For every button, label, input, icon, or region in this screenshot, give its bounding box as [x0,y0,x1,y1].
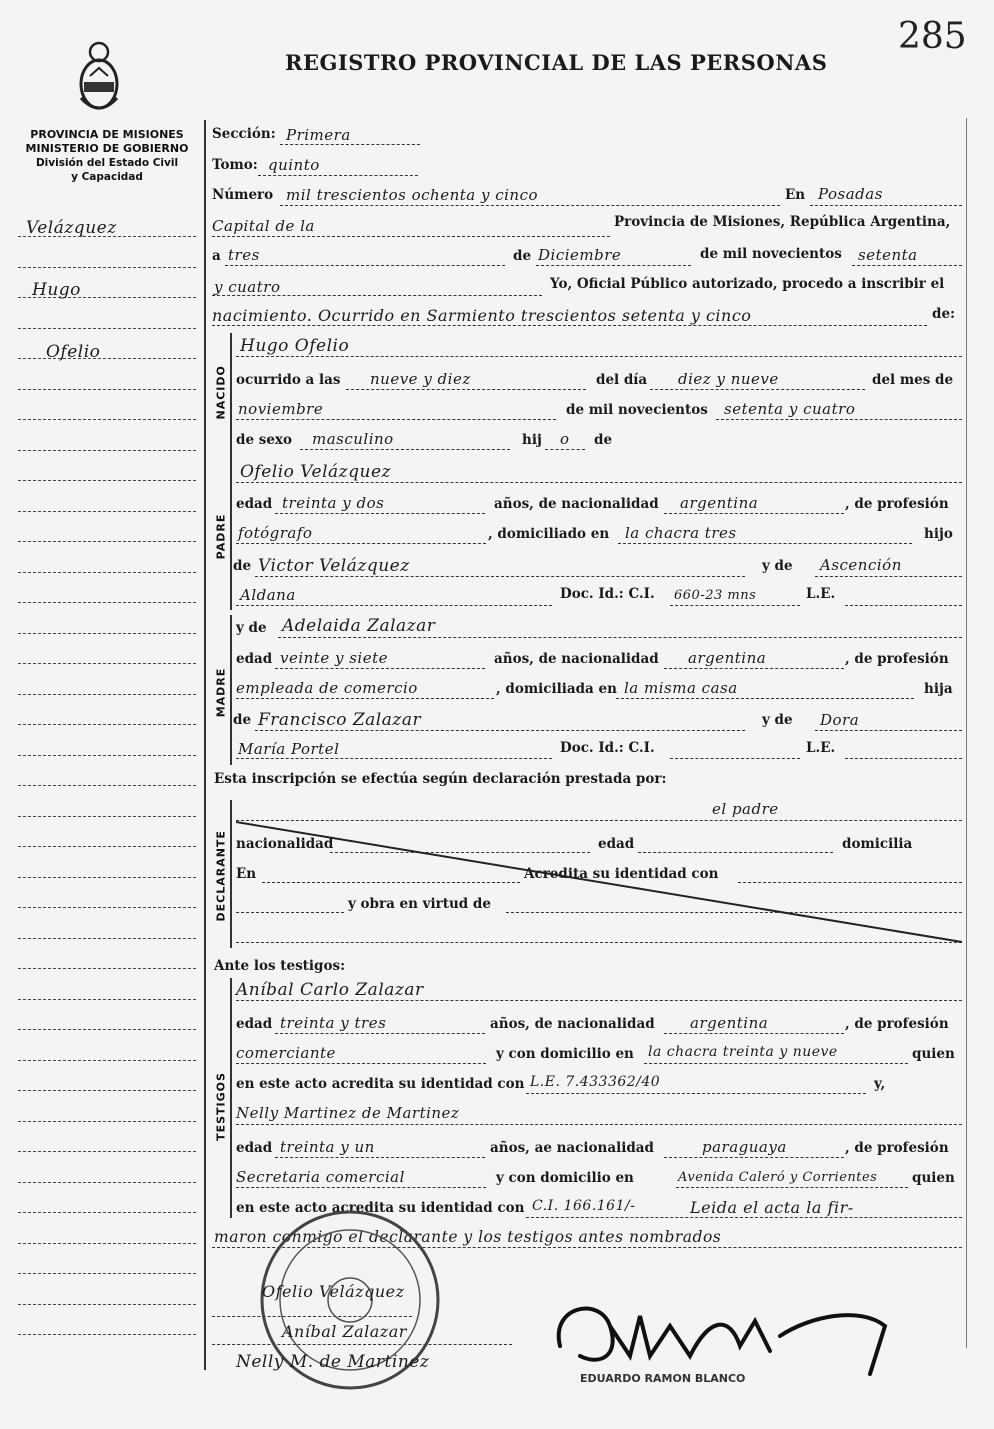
margin-line [18,1090,196,1091]
padre-section-label: PADRE [214,513,228,560]
profesion-label: , de profesión [845,651,949,667]
testigo2-domicilio-value: Avenida Caleró y Corrientes [678,1170,878,1185]
edad-label: edad [236,496,273,512]
del-dia-label: del día [596,372,648,388]
margin-line [18,968,196,969]
padre-dom-line [618,543,912,544]
testigo2-doc-value: C.I. 166.161/- [532,1198,636,1214]
madre-edad-value: veinte y siete [280,649,389,667]
tomo-value: quinto [268,156,320,174]
edad-label: edad [236,1140,273,1156]
padre-nombre-value: Ofelio Velázquez [240,462,391,482]
margin-line [18,1334,196,1335]
margin-line [18,1151,196,1152]
anos-nacionalidad-label: años, ae nacionalidad [490,1140,654,1156]
padre-nac-line [664,513,844,514]
t1-edad-line [275,1033,485,1034]
nacido-mes-line [236,419,556,420]
margin-name: Ofelio [46,342,101,362]
ocurrido-label: ocurrido a las [236,372,341,388]
madre-nacionalidad-value: argentina [688,649,767,667]
margin-line [18,572,196,573]
hij-line [545,449,585,450]
nacido-anio-value: setenta y cuatro [724,400,856,418]
padre-nombre-line [236,482,962,483]
y-de-label: y de [762,712,793,728]
page-number: 285 [898,16,967,57]
madre-edad-line [275,668,485,669]
en-value: Posadas [818,185,883,203]
margin-line [18,328,196,329]
padre-madre-apellido-value: Aldana [240,586,296,604]
padre-edad-line [275,513,485,514]
nacido-nombre-value: Hugo Ofelio [240,336,350,356]
testigo1-domicilio-value: la chacra treinta y nueve [648,1044,838,1060]
nacido-dia-line [650,389,865,390]
padre-padre-line [255,576,745,577]
padre-le-line [845,605,962,606]
padre-ci-value: 660-23 mns [674,588,757,603]
hij-label: hij [522,432,542,448]
padre-padre-value: Victor Velázquez [258,556,410,576]
madre-madre-apellido-value: María Portel [238,740,340,758]
de-mil-novecientos-label: de mil novecientos [700,246,842,262]
testigo2-profesion-value: Secretaria comercial [236,1168,405,1186]
anos-nacionalidad-label: años, de nacionalidad [494,496,659,512]
official-signature-icon [540,1286,900,1376]
madre-dom-line [616,698,914,699]
margin-line [18,389,196,390]
dia-value: tres [228,246,260,264]
t1-nombre-line [236,1000,962,1001]
declaracion-label: Esta inscripción se efectúa según declaración prestada por: [214,771,667,787]
tomo-label: Tomo: [212,157,258,173]
t2-nac-line [664,1157,844,1158]
madre-ci-line [670,758,800,759]
t2-edad-line [275,1157,485,1158]
ante-testigos-label: Ante los testigos: [214,958,346,974]
le-label: L.E. [806,740,836,756]
mes-value: Diciembre [538,246,622,264]
margin-line [18,511,196,512]
seccion-line [280,144,420,145]
madre-padre-value: Francisco Zalazar [258,710,422,730]
t1-doc-line [526,1093,866,1094]
testigos-section-label: TESTIGOS [214,1072,228,1141]
margin-line [18,541,196,542]
margin-line [18,1182,196,1183]
declarante-section-label: DECLARANTE [214,830,228,922]
de-label: de [513,248,532,264]
nacido-section-label: NACIDO [214,365,228,420]
declarante-crossout [236,820,964,944]
hij-value: o [560,430,570,448]
nacido-anio-line [716,419,962,420]
madre-madre-value: Dora [820,711,860,729]
madre-bracket [230,615,232,765]
le-label: L.E. [806,586,836,602]
t2-doc-line [526,1217,962,1218]
testigos-bracket [230,978,232,1218]
capital-line [212,236,610,237]
margin-line [18,1273,196,1274]
padre-bracket [230,460,232,610]
t2-dom-line [676,1187,908,1188]
de-label: de [594,432,613,448]
nacido-nombre-line [236,356,962,357]
numero-line [280,205,780,206]
madre-madre-line [815,730,962,731]
en-label: En [236,866,257,882]
edad-label: edad [236,651,273,667]
y-comma-label: y, [874,1076,886,1092]
padre-profesion-value: fotógrafo [238,524,313,542]
margin-line [18,450,196,451]
profesion-label: , de profesión [845,1140,949,1156]
anio-line [852,265,962,266]
document-title: REGISTRO PROVINCIAL DE LAS PERSONAS [285,50,828,75]
margin-line [18,480,196,481]
testigo2-nacionalidad-value: paraguaya [702,1138,787,1156]
edad-label: edad [598,836,635,852]
y-de-label: y de [762,558,793,574]
sexo-label: de sexo [236,432,292,448]
domiciliado-label: , domiciliado en [488,526,610,542]
margin-line [18,1029,196,1030]
testigo1-edad-value: treinta y tres [280,1014,387,1032]
de-label: de [233,712,252,728]
margin-line [18,633,196,634]
domicilia-label: domicilia [842,836,913,852]
margin-line [18,1304,196,1305]
nacimiento-line [212,325,927,326]
madre-profesion-value: empleada de comercio [236,679,418,697]
anio2-value: y cuatro [214,278,281,296]
nacido-dia-value: diez y nueve [678,370,779,388]
side-header-line: MINISTERIO DE GOBIERNO [25,142,189,155]
madre-padre-line [255,730,745,731]
seccion-label: Sección: [212,126,276,142]
padre-madre-value: Ascención [820,556,902,574]
de-mil-novecientos-label: de mil novecientos [566,402,708,418]
oficial-label: Yo, Oficial Público autorizado, procedo a inscribir el [550,276,945,292]
t1-prof-line [236,1063,486,1064]
dia-line [225,265,505,266]
profesion-label: , de profesión [845,496,949,512]
margin-line [18,1121,196,1122]
padre-prof-line [236,543,486,544]
cierre-linea2: maron conmigo el declarante y los testigos antes nombrados [214,1228,722,1246]
margin-line [18,267,196,268]
margin-line [18,1060,196,1061]
margin-line [18,419,196,420]
nacido-mes-value: noviembre [238,400,324,418]
madre-le-line [845,758,962,759]
t2-prof-line [236,1187,486,1188]
right-border [966,118,967,1348]
vertical-divider [204,120,206,1370]
y-de-label: y de [236,620,267,636]
numero-label: Número [212,187,274,203]
testigo1-doc-value: L.E. 7.433362/40 [530,1074,661,1090]
acredita-label: Acredita su identidad con [524,866,719,882]
quien-label: quien [912,1170,955,1186]
margin-line [18,785,196,786]
hija-label: hija [924,681,953,697]
a-label: a [212,248,221,264]
del-mes-label: del mes de [872,372,954,388]
en-este-acto-label: en este acto acredita su identidad con [236,1076,525,1092]
padre-domicilio-value: la chacra tres [625,524,737,542]
nacido-bracket [230,333,232,463]
margin-line [18,1243,196,1244]
margin-line [18,602,196,603]
madre-nac-line [664,668,844,669]
en-este-acto-label: en este acto acredita su identidad con [236,1200,525,1216]
sexo-line [300,449,510,450]
madre-nombre-line [278,637,962,638]
margin-line [18,816,196,817]
t2-nombre-line [236,1124,962,1125]
provincia-label: Provincia de Misiones, República Argentina, [614,214,951,230]
madre-prof-line [236,698,494,699]
hora-line [346,389,586,390]
padre-madre-apellido-line [236,605,552,606]
nacionalidad-label: nacionalidad [236,836,334,852]
anos-nacionalidad-label: años, de nacionalidad [490,1016,655,1032]
capital-value: Capital de la [212,217,315,235]
hijo-label: hijo [924,526,953,542]
anos-nacionalidad-label: años, de nacionalidad [494,651,659,667]
en-label: En [785,187,806,203]
margin-line [18,846,196,847]
side-header-line: División del Estado Civil [35,157,179,169]
margin-line [18,877,196,878]
margin-line [18,999,196,1000]
margin-line [18,358,196,359]
t1-nac-line [664,1033,844,1034]
testigo1-profesion-value: comerciante [236,1044,336,1062]
cierre-linea1: Leida el acta la fir- [690,1198,854,1217]
madre-madre-apellido-line [236,758,552,759]
madre-domicilio-value: la misma casa [624,679,738,697]
margin-line [18,694,196,695]
padre-ci-line [670,605,800,606]
firma-padre: Ofelio Velázquez [262,1282,405,1301]
margin-surname: Velázquez [26,218,117,238]
en-line [810,205,962,206]
firma-testigo1: Aníbal Zalazar [282,1322,407,1341]
margin-line [18,663,196,664]
y-con-domicilio-label: y con domicilio en [496,1046,634,1062]
margin-name: Hugo [32,280,81,300]
declarante-bracket [230,800,232,948]
anio-value: setenta [858,246,918,264]
padre-edad-value: treinta y dos [282,494,385,512]
doc-id-label: Doc. Id.: C.I. [560,586,655,602]
side-header [14,128,200,184]
mes-line [536,265,691,266]
seccion-value: Primera [286,126,351,144]
tomo-line [258,175,418,176]
nacimiento-value: nacimiento. Ocurrido en Sarmiento trescientos setenta y cinco [212,306,752,325]
margin-line [18,755,196,756]
y-con-domicilio-label: y con domicilio en [496,1170,634,1186]
side-header-line: y Capacidad [71,171,143,183]
firma-testigo2: Nelly M. de Martinez [236,1352,430,1372]
padre-madre-line [815,576,962,577]
testigo1-nacionalidad-value: argentina [690,1014,769,1032]
margin-line [18,1212,196,1213]
numero-value: mil trescientos ochenta y cinco [286,186,539,204]
madre-nombre-value: Adelaida Zalazar [282,616,436,636]
testigo2-nombre-value: Nelly Martinez de Martinez [236,1104,460,1122]
edad-label: edad [236,1016,273,1032]
de-colon-label: de: [932,306,956,322]
margin-line [18,938,196,939]
coat-of-arms-icon [76,38,122,118]
y-obra-label: y obra en virtud de [348,896,491,912]
domiciliada-label: , domiciliada en [496,681,617,697]
sexo-value: masculino [312,430,394,448]
profesion-label: , de profesión [845,1016,949,1032]
declarante-por-value: el padre [712,800,779,818]
margin-line [18,907,196,908]
margin-line [18,724,196,725]
quien-label: quien [912,1046,955,1062]
official-name-stamp: EDUARDO RAMON BLANCO [580,1372,746,1385]
t1-dom-line [644,1063,908,1064]
testigo2-edad-value: treinta y un [280,1138,375,1156]
de-label: de [233,558,252,574]
hora-value: nueve y diez [370,370,471,388]
padre-nacionalidad-value: argentina [680,494,759,512]
madre-section-label: MADRE [214,667,228,718]
side-header-line: PROVINCIA DE MISIONES [30,128,184,141]
testigo1-nombre-value: Aníbal Carlo Zalazar [236,980,424,1000]
doc-id-label: Doc. Id.: C.I. [560,740,655,756]
